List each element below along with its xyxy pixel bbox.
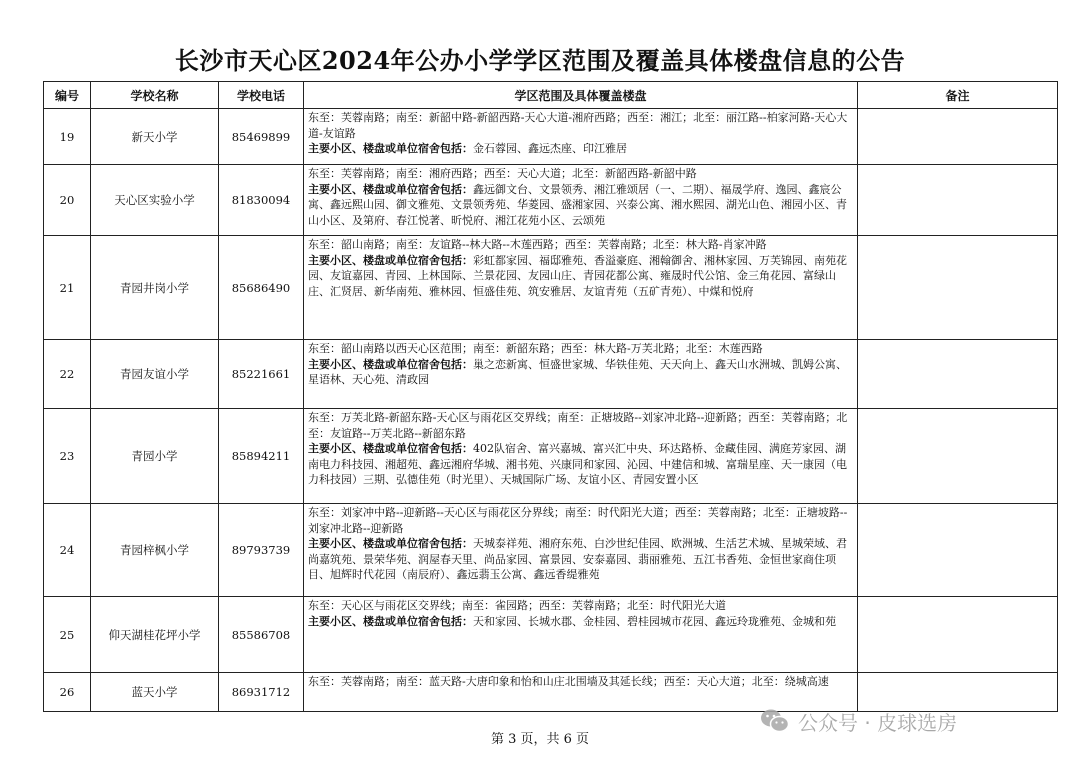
district-range — [304, 504, 858, 597]
row-number: 19 — [44, 109, 91, 165]
estates-label: 主要小区、楼盘或单位宿舍包括： — [308, 253, 473, 267]
estates-text: 鑫远御文台、文景领秀、湘江雅颂居（一、二期）、福晟学府、逸园、鑫宸公寓、鑫远熙山园、御文雅苑、文景领秀苑、华菱园、盛湘家园、兴泰公寓、湘水熙园、湖光山色、湘园小区、青山小区、及第府、春江悦著、昕悦府、湘江花苑小区、云颂苑 — [308, 182, 847, 227]
estates-text: 金石蓉园、鑫远杰座、印江雅居 — [473, 142, 627, 155]
estates-label: 主要小区、楼盘或单位宿舍包括： — [308, 442, 473, 455]
range-text: 东至：芙蓉南路；南至：新韶中路-新韶西路-天心大道-湘府西路；西至：湘江；北至：丽江路--柏家河路-天心大道-友谊路 — [308, 111, 848, 140]
row-number: 21 — [44, 236, 91, 340]
row-number: 24 — [44, 504, 91, 597]
school-phone: 85586708 — [219, 597, 304, 673]
remarks — [858, 409, 1058, 504]
table-row — [44, 409, 1058, 504]
table-row — [44, 340, 1058, 409]
estates-text: 巢之恋新寓、恒盛世家城、华铁佳苑、天天向上、鑫天山水洲城、凯姆公寓、星语林、天心苑、清政园 — [308, 357, 847, 386]
estates-label: 主要小区、楼盘或单位宿舍包括： — [308, 142, 473, 155]
page-footer: 第 3 页，共 6 页 — [490, 732, 590, 747]
school-phone: 86931712 — [219, 673, 304, 712]
header-school-name: 学校名称 — [91, 82, 219, 109]
estates-label: 主要小区、楼盘或单位宿舍包括： — [308, 182, 473, 196]
remarks — [858, 165, 1058, 236]
school-name: 天心区实验小学 — [91, 165, 219, 236]
estates-text: 天城泰祥苑、湘府东苑、白沙世纪佳园、欧洲城、生活艺术城、星城荣域、君尚嘉筑苑、景荣华苑、润屋春天里、尚品家园、富景园、安泰嘉园、翡丽雅苑、五江书香苑、金恒世家商住项目、旭辉时代花园（南辰府）、鑫远翡玉公寓、鑫远香缇雅苑 — [308, 537, 847, 581]
range-text: 东至：芙蓉南路；南至：蓝天路-大唐印象和怡和山庄北围墙及其延长线；西至：天心大道；北至：绕城高速 — [308, 675, 829, 688]
table-row — [44, 504, 1058, 597]
range-text: 东至：天心区与雨花区交界线；南至：雀园路；西至：芙蓉南路；北至：时代阳光大道 — [308, 599, 726, 612]
row-number: 22 — [44, 340, 91, 409]
range-text: 东至：刘家冲中路--迎新路--天心区与雨花区分界线；南至：时代阳光大道；西至：芙蓉南路；北至：正塘坡路--刘家冲北路--迎新路 — [308, 506, 848, 535]
remarks — [858, 340, 1058, 409]
school-phone: 85894211 — [219, 409, 304, 504]
remarks — [858, 109, 1058, 165]
school-name: 青园梓枫小学 — [91, 504, 219, 597]
district-range — [304, 409, 858, 504]
estates-label: 主要小区、楼盘或单位宿舍包括： — [308, 537, 473, 550]
school-phone: 89793739 — [219, 504, 304, 597]
school-phone: 81830094 — [219, 165, 304, 236]
page-title: 长沙市天心区2024年公办小学学区范围及覆盖具体楼盘信息的公告 — [174, 46, 906, 75]
header-district-range: 学区范围及具体覆盖楼盘 — [304, 82, 858, 109]
range-text: 东至：芙蓉南路；南至：湘府西路；西至：天心大道；北至：新韶西路-新韶中路 — [308, 167, 697, 180]
school-name: 新天小学 — [91, 109, 219, 165]
table-row — [44, 165, 1058, 236]
school-name: 蓝天小学 — [91, 673, 219, 712]
table-row — [44, 236, 1058, 340]
school-name: 仰天湖桂花坪小学 — [91, 597, 219, 673]
row-number: 26 — [44, 673, 91, 712]
watermark — [760, 706, 957, 736]
school-name: 青园小学 — [91, 409, 219, 504]
estates-text: 天和家园、长城水郡、金桂园、碧桂园城市花园、鑫远玲珑雅苑、金城和苑 — [473, 614, 836, 628]
estates-text: 402队宿舍、富兴嘉城、富兴汇中央、环达路桥、金藏佳园、满庭芳家园、湖南电力科技园、湘超苑、鑫远湘府华城、湘书苑、兴康同和家园、沁园、中建信和城、富瑞星座、天一康园（电力科技园）三期、弘德佳苑（时光里）、天城国际广场、友谊小区、青园安置小区 — [308, 442, 847, 486]
table-row — [44, 597, 1058, 673]
table-header-row — [44, 82, 1058, 109]
remarks — [858, 597, 1058, 673]
school-phone: 85221661 — [219, 340, 304, 409]
school-name: 青园井岗小学 — [91, 236, 219, 340]
school-district-table — [43, 81, 1058, 712]
watermark-text: 公众号 · 皮球选房 — [798, 710, 958, 735]
district-range — [304, 165, 858, 236]
school-name: 青园友谊小学 — [91, 340, 219, 409]
estates-label: 主要小区、楼盘或单位宿舍包括： — [308, 357, 473, 371]
district-range — [304, 597, 858, 673]
row-number: 25 — [44, 597, 91, 673]
range-text: 东至：万芙北路-新韶东路-天心区与雨花区交界线；南至：正塘坡路--刘家冲北路--迎新路；西至：芙蓉南路；北至：友谊路--万芙北路--新韶东路 — [308, 411, 848, 440]
header-remarks: 备注 — [858, 82, 1058, 109]
header-number: 编号 — [44, 82, 91, 109]
estates-label: 主要小区、楼盘或单位宿舍包括： — [308, 614, 473, 628]
estates-text: 彩虹都家园、福邸雅苑、香溢豪庭、湘翰御舍、湘林家园、万芙锦园、南苑花园、友谊嘉园、青园、上林国际、兰景花园、友园山庄、青园花都公寓、雍晟时代公馆、金三角花园、富绿山庄、汇贤居、新华南苑、雅林园、恒盛佳苑、筑安雅居、友谊青苑（五矿青苑）、中煤和悦府 — [308, 253, 847, 298]
district-range — [304, 109, 858, 165]
table-row — [44, 109, 1058, 165]
range-text: 东至：韶山南路以西天心区范围；南至：新韶东路；西至：林大路-万芙北路；北至：木莲西路 — [308, 342, 763, 355]
row-number: 23 — [44, 409, 91, 504]
range-text: 东至：韶山南路；南至：友谊路--林大路--木莲西路；西至：芙蓉南路；北至：林大路-肖家冲路 — [308, 238, 767, 251]
remarks — [858, 236, 1058, 340]
school-phone: 85686490 — [219, 236, 304, 340]
remarks — [858, 504, 1058, 597]
district-range — [304, 340, 858, 409]
row-number: 20 — [44, 165, 91, 236]
wechat-icon — [760, 708, 790, 734]
district-range — [304, 236, 858, 340]
school-phone: 85469899 — [219, 109, 304, 165]
header-school-phone: 学校电话 — [219, 82, 304, 109]
